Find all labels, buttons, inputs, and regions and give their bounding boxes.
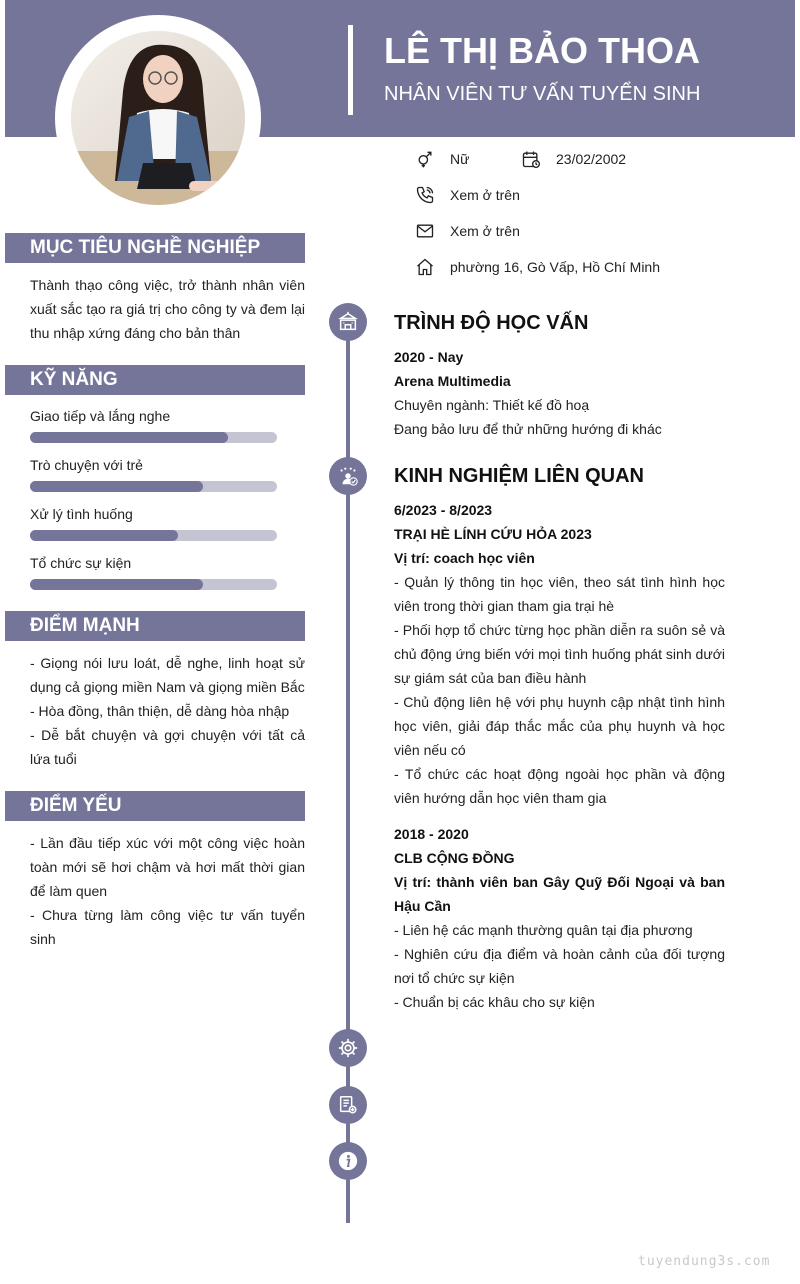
skill-bar-fill [30,481,203,492]
watermark: tuyendung3s.com [638,1254,771,1269]
objective-heading: MỤC TIÊU NGHỀ NGHIỆP [5,233,305,263]
job-period: 2018 - 2020 [394,826,469,842]
list-item: - Tổ chức các hoạt động ngoài học phần và động viên hướng dẫn học viên tham gia [394,766,725,806]
list-item: - Dễ bắt chuyện và gợi chuyện với tất cả lứa tuổi [30,727,305,767]
job-title: NHÂN VIÊN TƯ VẤN TUYỂN SINH [384,83,701,105]
list-item: - Lần đầu tiếp xúc với một công việc hoàn toàn mới sẽ hơi chậm và hơi mất thời gian để làm quen [30,835,305,899]
address-value: phường 16, Gò Vấp, Hồ Chí Minh [450,259,660,275]
gear-icon [329,1029,367,1067]
skill-label: Giao tiếp và lắng nghe [30,408,171,424]
skill-bar-fill [30,530,178,541]
header-divider [348,25,353,115]
list-item: - Liên hệ các mạnh thường quân tại địa phương [394,922,693,938]
skill-label: Trò chuyện với trẻ [30,457,143,473]
phone-value: Xem ở trên [450,187,520,203]
list-item: - Chưa từng làm công việc tư vấn tuyển sinh [30,907,305,947]
candidate-name: LÊ THỊ BẢO THOA [384,30,700,71]
rating-user-icon [329,457,367,495]
job-org: TRẠI HÈ LÍNH CỨU HỎA 2023 [394,526,592,542]
list-item: - Chủ động liên hệ với phụ huynh cập nhật tình hình học viên, giải đáp thắc mắc của phụ huynh và học viên nếu có [394,694,725,758]
weaknesses-list [30,831,305,951]
home-icon [414,256,436,278]
experience-block [394,498,725,1014]
skills-heading: KỸ NĂNG [5,365,305,395]
email-row [414,220,520,242]
certificate-icon [329,1086,367,1124]
weaknesses-heading: ĐIỂM YẾU [5,791,305,821]
birthday-value: 23/02/2002 [556,151,627,167]
skill-bar [30,530,277,541]
info-icon [329,1142,367,1180]
list-item: Đang bảo lưu để thử những hướng đi khác [394,421,662,437]
list-item: - Quản lý thông tin học viên, theo sát tình hình học viên trong thời gian tham gia trại hè [394,574,725,614]
experience-heading: KINH NGHIỆM LIÊN QUAN [394,465,644,487]
strengths-heading: ĐIỂM MẠNH [5,611,305,641]
gender-icon [414,148,436,170]
list-item: - Chuẩn bị các khâu cho sự kiện [394,994,595,1010]
skill-bar [30,579,277,590]
phone-row [414,184,520,206]
school-icon [329,303,367,341]
skill-bar-fill [30,432,228,443]
skill-bar [30,481,277,492]
list-item: - Nghiên cứu địa điểm và hoàn cảnh của đối tượng nơi tổ chức sự kiện [394,946,725,986]
list-item: - Giọng nói lưu loát, dễ nghe, linh hoạt sử dụng cả giọng miền Nam và giọng miền Bắc [30,655,305,695]
list-item: - Phối hợp tổ chức từng học phần diễn ra suôn sẻ và chủ động ứng biến với mọi tình huống phát sinh dưới sự giám sát của ban điều hành [394,622,725,686]
address-row [414,256,660,278]
education-period: 2020 - Nay [394,349,464,365]
gender-value: Nữ [450,151,470,167]
skill-bar-fill [30,579,203,590]
job-org: CLB CỘNG ĐỒNG [394,850,515,866]
job-role: Vị trí: coach học viên [394,550,535,566]
objective-text: Thành thạo công việc, trở thành nhân viên xuất sắc tạo ra giá trị cho công ty và đem lại thu nhập xứng đáng cho bản thân [30,277,305,341]
calendar-icon [520,148,542,170]
list-item: Chuyên ngành: Thiết kế đồ hoạ [394,397,590,413]
birthday-row [520,148,626,170]
gender-row [414,148,469,170]
education-block [394,345,725,441]
avatar [71,31,245,205]
strengths-list [30,651,305,771]
skill-bar [30,432,277,443]
email-value: Xem ở trên [450,223,520,239]
education-school: Arena Multimedia [394,373,511,389]
job-role: Vị trí: thành viên ban Gây Quỹ Đối Ngoại và ban Hậu Cần [394,874,725,914]
job-period: 6/2023 - 8/2023 [394,502,493,518]
skill-label: Tổ chức sự kiện [30,555,132,571]
phone-icon [414,184,436,206]
mail-icon [414,220,436,242]
skill-label: Xử lý tình huống [30,506,133,522]
education-heading: TRÌNH ĐỘ HỌC VẤN [394,312,589,334]
list-item: - Hòa đồng, thân thiện, dễ dàng hòa nhập [30,703,290,719]
